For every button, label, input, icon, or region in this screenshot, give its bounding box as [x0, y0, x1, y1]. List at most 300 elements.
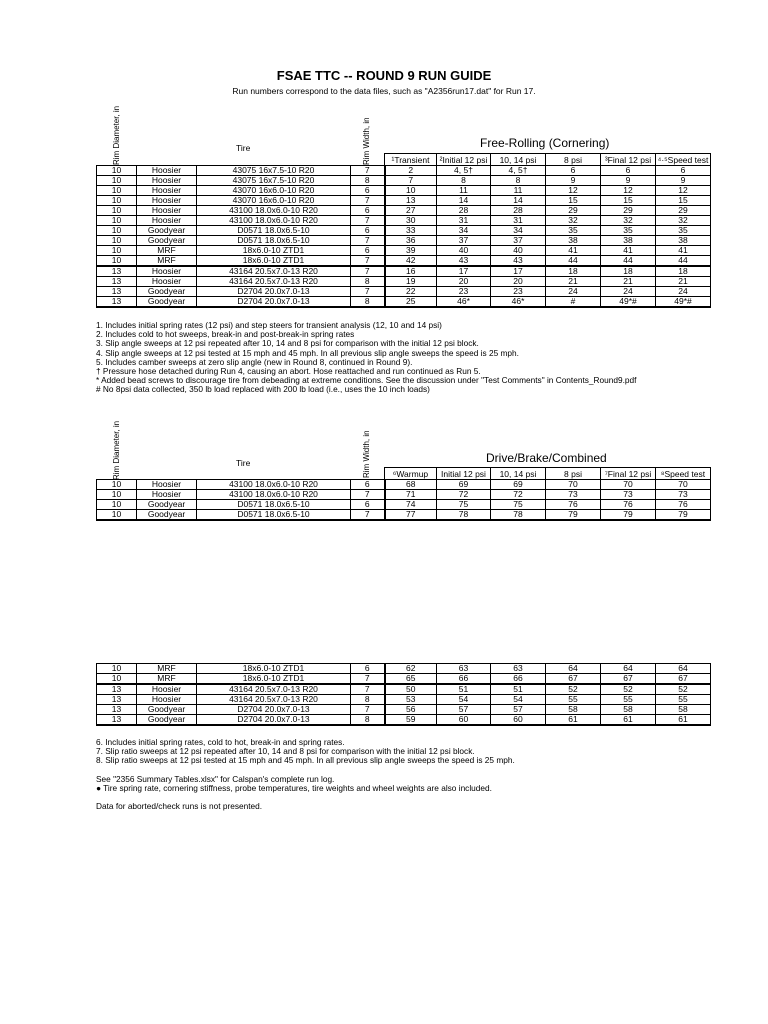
table-cell: 18 [601, 266, 656, 277]
table-cell: 27 [385, 206, 437, 216]
table-row [97, 287, 711, 297]
table-row [97, 196, 711, 206]
table-cell: 10 [385, 186, 437, 196]
table-cell: 61 [546, 715, 601, 726]
table-row [97, 246, 711, 256]
table-cell: 24 [601, 287, 656, 297]
table-cell: 6 [351, 500, 385, 510]
table-cell: 24 [546, 287, 601, 297]
table-cell: 7 [351, 705, 385, 715]
free-rolling-notes [96, 321, 636, 395]
table-cell: 35 [601, 226, 656, 236]
table-cell: 61 [601, 715, 656, 726]
table-cell: 13 [97, 287, 137, 297]
table-cell: Hoosier [137, 216, 197, 226]
table-cell: 63 [491, 664, 546, 674]
table-cell: Hoosier [137, 684, 197, 695]
table-cell: 43100 18.0x6.0-10 R20 [197, 206, 351, 216]
table-cell: 59 [385, 715, 437, 726]
table-cell: 79 [546, 510, 601, 521]
table-cell: 14 [437, 196, 491, 206]
table-cell: 29 [601, 206, 656, 216]
table-cell: Hoosier [137, 277, 197, 287]
page-title: FSAE TTC -- ROUND 9 RUN GUIDE [276, 68, 492, 83]
table-row [97, 715, 711, 726]
table-cell: 78 [491, 510, 546, 521]
tire-label-2: Tire [236, 458, 251, 468]
table-row [97, 695, 711, 705]
col-8psi: 8 psi [546, 154, 601, 166]
table-cell: 57 [491, 705, 546, 715]
table-cell: D2704 20.0x7.0-13 [197, 297, 351, 308]
table-cell: D0571 18.0x6.5-10 [197, 226, 351, 236]
table-cell: Goodyear [137, 510, 197, 521]
table-cell: 18 [546, 266, 601, 277]
table-cell: 13 [97, 695, 137, 705]
col-initial-12psi: ²Initial 12 psi [437, 154, 491, 166]
table-cell: 61 [656, 715, 711, 726]
table-cell: 72 [437, 490, 491, 500]
table-cell: Hoosier [137, 266, 197, 277]
table-cell: 43070 16x6.0-10 R20 [197, 196, 351, 206]
table-cell: 67 [601, 674, 656, 685]
rim-diameter-label: Rim Diameter, in [112, 105, 121, 165]
table-cell: 29 [546, 206, 601, 216]
table-cell: 28 [491, 206, 546, 216]
table-cell: 23 [437, 287, 491, 297]
table-cell: Goodyear [137, 287, 197, 297]
table-cell: 39 [385, 246, 437, 256]
table-cell: D2704 20.0x7.0-13 [197, 705, 351, 715]
table-cell: 15 [546, 196, 601, 206]
table-cell: 18x6.0-10 ZTD1 [197, 664, 351, 674]
table-cell: 32 [656, 216, 711, 226]
table-cell: 13 [97, 277, 137, 287]
table-cell: 75 [491, 500, 546, 510]
table-cell: 16 [385, 266, 437, 277]
table-cell: 30 [385, 216, 437, 226]
table-row [97, 490, 711, 500]
table-row [97, 176, 711, 186]
table-cell: 21 [601, 277, 656, 287]
table-cell: 8 [491, 176, 546, 186]
table-cell: Goodyear [137, 705, 197, 715]
table-row [97, 266, 711, 277]
table-cell: Hoosier [137, 166, 197, 176]
table-row [97, 480, 711, 490]
table-cell: 29 [656, 206, 711, 216]
table-cell: 13 [97, 705, 137, 715]
table-cell: 18x6.0-10 ZTD1 [197, 256, 351, 267]
table-cell: 70 [601, 480, 656, 490]
table-cell: 79 [656, 510, 711, 521]
table-cell: 43 [437, 256, 491, 267]
table-cell: 7 [351, 510, 385, 521]
table-cell: 52 [601, 684, 656, 695]
table-cell: 31 [491, 216, 546, 226]
col-final-12psi-2: ⁷Final 12 psi [601, 468, 656, 480]
table-cell: 10 [97, 664, 137, 674]
table-row [97, 500, 711, 510]
table-row [97, 684, 711, 695]
table-cell: 58 [546, 705, 601, 715]
table-cell: 32 [601, 216, 656, 226]
table-cell: 37 [437, 236, 491, 246]
table-cell: 7 [351, 287, 385, 297]
table-row [97, 166, 711, 176]
table-cell: 10 [97, 674, 137, 685]
table-cell: 4, 5† [491, 166, 546, 176]
table-cell: 52 [656, 684, 711, 695]
table-cell: 43100 18.0x6.0-10 R20 [197, 480, 351, 490]
table-row [97, 186, 711, 196]
table-cell: 6 [351, 226, 385, 236]
table-cell: 73 [656, 490, 711, 500]
table-cell: 44 [546, 256, 601, 267]
table-cell: 43075 16x7.5-10 R20 [197, 176, 351, 186]
table-cell: 9 [546, 176, 601, 186]
table-cell: Hoosier [137, 186, 197, 196]
table-row [97, 674, 711, 685]
table-cell: 64 [656, 664, 711, 674]
table-cell: 50 [385, 684, 437, 695]
table-cell: 37 [491, 236, 546, 246]
table-cell: 6 [351, 480, 385, 490]
table-cell: 7 [351, 684, 385, 695]
table-cell: 41 [656, 246, 711, 256]
rim-width-label-2: Rim Width, in [362, 430, 371, 478]
table-cell: 20 [491, 277, 546, 287]
table-cell: 7 [385, 176, 437, 186]
table-cell: 73 [546, 490, 601, 500]
table-cell: 76 [601, 500, 656, 510]
table-cell: 25 [385, 297, 437, 308]
table-cell: 53 [385, 695, 437, 705]
table-cell: 58 [601, 705, 656, 715]
table-row [97, 206, 711, 216]
table-cell: 40 [437, 246, 491, 256]
table-cell: 58 [656, 705, 711, 715]
table-cell: 77 [385, 510, 437, 521]
table-cell: 44 [601, 256, 656, 267]
table-cell: MRF [137, 246, 197, 256]
table-cell: 72 [491, 490, 546, 500]
table-cell: 46* [491, 297, 546, 308]
table-cell: 68 [385, 480, 437, 490]
col-transient: ¹Transient [385, 154, 437, 166]
table-cell: 43164 20.5x7.0-13 R20 [197, 266, 351, 277]
table-cell: 35 [546, 226, 601, 236]
table-cell: 67 [656, 674, 711, 685]
table-cell: Hoosier [137, 196, 197, 206]
table-cell: Goodyear [137, 226, 197, 236]
table-cell: 8 [437, 176, 491, 186]
table-cell: 52 [546, 684, 601, 695]
note-line: † Pressure hose detached during Run 4, causing an abort. Hose reattached and run continued as Run 5. [96, 366, 481, 377]
table-cell: 7 [351, 674, 385, 685]
table-cell: 38 [546, 236, 601, 246]
note-line: See "2356 Summary Tables.xlsx" for Calspan's complete run log. [96, 773, 335, 784]
table-cell: D2704 20.0x7.0-13 [197, 287, 351, 297]
note-line: 2. Includes cold to hot sweeps, break-in and post-break-in spring rates [96, 329, 355, 340]
table-cell: D0571 18.0x6.5-10 [197, 500, 351, 510]
table-cell: MRF [137, 664, 197, 674]
table-cell: 44 [656, 256, 711, 267]
table-cell: D0571 18.0x6.5-10 [197, 510, 351, 521]
table-row [97, 256, 711, 267]
table-cell: 13 [97, 297, 137, 308]
table-cell: 18x6.0-10 ZTD1 [197, 246, 351, 256]
drive-brake-notes [96, 738, 515, 812]
table-cell: 10 [97, 196, 137, 206]
table-cell: 22 [385, 287, 437, 297]
note-line: ● Tire spring rate, cornering stiffness, probe temperatures, tire weights and wheel weights are also included. [96, 783, 492, 793]
note-line: 5. Includes camber sweeps at zero slip angle (new in Round 8, continued in Round 9). [96, 356, 413, 367]
table-cell: 33 [385, 226, 437, 236]
table-cell: 76 [546, 500, 601, 510]
table-cell: Hoosier [137, 480, 197, 490]
table-row [97, 705, 711, 715]
table-cell: 19 [385, 277, 437, 287]
table-cell: 73 [601, 490, 656, 500]
table-cell: 20 [437, 277, 491, 287]
table-cell: 43075 16x7.5-10 R20 [197, 166, 351, 176]
table-cell: 74 [385, 500, 437, 510]
table-cell: 13 [97, 715, 137, 726]
free-rolling-title: Free-Rolling (Cornering) [480, 136, 610, 150]
table-cell: 7 [351, 196, 385, 206]
table-cell: 71 [385, 490, 437, 500]
note-line: Data for aborted/check runs is not presented. [96, 801, 263, 812]
table-cell: 6 [546, 166, 601, 176]
table-cell: 10 [97, 236, 137, 246]
table-cell: 31 [437, 216, 491, 226]
table-cell: D0571 18.0x6.5-10 [197, 236, 351, 246]
note-line: 7. Slip ratio sweeps at 12 psi repeated after 10, 14 and 8 psi for comparison with the initial 12 psi block. [96, 746, 475, 757]
table-cell: 13 [385, 196, 437, 206]
table-cell: 6 [601, 166, 656, 176]
table-cell: 65 [385, 674, 437, 685]
col-warmup: ⁶Warmup [385, 468, 437, 480]
table-cell: Goodyear [137, 715, 197, 726]
note-line: 6. Includes initial spring rates, cold to hot, break-in and spring rates. [96, 737, 345, 747]
table-cell: 38 [656, 236, 711, 246]
table-cell: 8 [351, 297, 385, 308]
col-10-14psi: 10, 14 psi [491, 154, 546, 166]
col-8psi-2: 8 psi [546, 468, 601, 480]
table-cell: 43164 20.5x7.0-13 R20 [197, 277, 351, 287]
note-line: 1. Includes initial spring rates (12 psi) and step steers for transient analysis (12, 10 and 14 psi) [96, 320, 442, 330]
table-row [97, 277, 711, 287]
table-cell: Goodyear [137, 297, 197, 308]
table-cell: 69 [437, 480, 491, 490]
table-cell: 10 [97, 500, 137, 510]
table-cell: 11 [491, 186, 546, 196]
table-cell: 55 [601, 695, 656, 705]
table-cell: 40 [491, 246, 546, 256]
table-cell: 8 [351, 715, 385, 726]
table-cell: 60 [437, 715, 491, 726]
table-cell: 38 [601, 236, 656, 246]
table-cell: 13 [97, 684, 137, 695]
table-cell: 51 [437, 684, 491, 695]
table-cell: 67 [546, 674, 601, 685]
table-cell: 17 [491, 266, 546, 277]
page-subtitle: Run numbers correspond to the data files, such as "A2356run17.dat" for Run 17. [232, 86, 536, 96]
table-cell: 10 [97, 490, 137, 500]
table-cell: 51 [491, 684, 546, 695]
table-cell: 69 [491, 480, 546, 490]
drive-brake-table-top [96, 479, 711, 521]
table-cell: 2 [385, 166, 437, 176]
table-cell: 18 [656, 266, 711, 277]
table-cell: 60 [491, 715, 546, 726]
table-cell: 10 [97, 246, 137, 256]
table-cell: 35 [656, 226, 711, 236]
table-cell: 79 [601, 510, 656, 521]
table-cell: 6 [351, 664, 385, 674]
col-initial-12psi-2: Initial 12 psi [437, 468, 491, 480]
table-row [97, 297, 711, 308]
table-cell: 34 [491, 226, 546, 236]
table-cell: 66 [437, 674, 491, 685]
table-cell: 4, 5† [437, 166, 491, 176]
table-cell: 32 [546, 216, 601, 226]
table-cell: 46* [437, 297, 491, 308]
table-cell: 13 [97, 266, 137, 277]
table-cell: 41 [601, 246, 656, 256]
table-cell: 8 [351, 176, 385, 186]
table-cell: D2704 20.0x7.0-13 [197, 715, 351, 726]
table-cell: 10 [97, 216, 137, 226]
table-cell: 7 [351, 166, 385, 176]
table-cell: 49*# [656, 297, 711, 308]
table-cell: 6 [351, 246, 385, 256]
table-row [97, 664, 711, 674]
table-cell: 17 [437, 266, 491, 277]
table-cell: 8 [351, 277, 385, 287]
table-cell: 43164 20.5x7.0-13 R20 [197, 695, 351, 705]
table-cell: 34 [437, 226, 491, 236]
table-cell: 64 [546, 664, 601, 674]
table-row [97, 226, 711, 236]
table-row [97, 236, 711, 246]
note-line: 3. Slip angle sweeps at 12 psi repeated after 10, 14 and 8 psi for comparison with the initial 12 psi block. [96, 338, 479, 349]
table-cell: 21 [546, 277, 601, 287]
table-cell: 41 [546, 246, 601, 256]
table-cell: 28 [437, 206, 491, 216]
table-cell: 70 [546, 480, 601, 490]
col-10-14psi-2: 10, 14 psi [491, 468, 546, 480]
note-line: * Added bead screws to discourage tire from debeading at extreme conditions. See the discussion under "Test Comments" in Contents_Round9.pdf [96, 375, 637, 386]
note-line: 4. Slip angle sweeps at 12 psi tested at 15 mph and 45 mph. In all previous slip angle sweeps the speed is 25 mph. [96, 347, 519, 358]
table-cell: 62 [385, 664, 437, 674]
table-cell: 9 [656, 176, 711, 186]
table-cell: 63 [437, 664, 491, 674]
table-cell: 7 [351, 490, 385, 500]
tire-label: Tire [236, 143, 251, 153]
col-speed-test-2: ⁸Speed test [656, 468, 711, 480]
table-cell: 6 [351, 206, 385, 216]
table-cell: 7 [351, 266, 385, 277]
table-cell: Hoosier [137, 206, 197, 216]
note-line: # No 8psi data collected, 350 lb load replaced with 200 lb load (i.e., uses the 10 inch loads) [96, 384, 430, 395]
table-cell: 12 [546, 186, 601, 196]
table-cell: 36 [385, 236, 437, 246]
table-cell: 55 [656, 695, 711, 705]
table-cell: # [546, 297, 601, 308]
table-row [97, 216, 711, 226]
table-cell: 24 [656, 287, 711, 297]
table-cell: 12 [601, 186, 656, 196]
table-cell: 57 [437, 705, 491, 715]
table-cell: 23 [491, 287, 546, 297]
table-cell: 9 [601, 176, 656, 186]
table-cell: MRF [137, 256, 197, 267]
rim-diameter-label-2: Rim Diameter, in [112, 420, 121, 480]
table-cell: Hoosier [137, 695, 197, 705]
table-cell: 7 [351, 236, 385, 246]
table-cell: Goodyear [137, 500, 197, 510]
drive-brake-table-bottom [96, 663, 711, 726]
table-cell: 76 [656, 500, 711, 510]
table-cell: 10 [97, 166, 137, 176]
table-cell: 21 [656, 277, 711, 287]
table-cell: 6 [656, 166, 711, 176]
table-cell: Hoosier [137, 176, 197, 186]
table-cell: 43100 18.0x6.0-10 R20 [197, 490, 351, 500]
table-cell: MRF [137, 674, 197, 685]
table-cell: 8 [351, 695, 385, 705]
table-cell: 10 [97, 186, 137, 196]
table-cell: 42 [385, 256, 437, 267]
table-cell: 12 [656, 186, 711, 196]
table-cell: 78 [437, 510, 491, 521]
table-cell: 55 [546, 695, 601, 705]
table-cell: 14 [491, 196, 546, 206]
drive-brake-title: Drive/Brake/Combined [486, 451, 607, 465]
table-cell: 75 [437, 500, 491, 510]
table-cell: 49*# [601, 297, 656, 308]
table-cell: 43 [491, 256, 546, 267]
table-cell: 10 [97, 510, 137, 521]
table-cell: 15 [601, 196, 656, 206]
free-rolling-table [96, 165, 711, 308]
table-cell: 64 [601, 664, 656, 674]
table-cell: 43100 18.0x6.0-10 R20 [197, 216, 351, 226]
table-cell: 11 [437, 186, 491, 196]
table-cell: 15 [656, 196, 711, 206]
table-cell: 54 [491, 695, 546, 705]
table-row [97, 510, 711, 521]
table-cell: 43164 20.5x7.0-13 R20 [197, 684, 351, 695]
col-speed-test: ⁴·⁵Speed test [656, 154, 711, 166]
table-cell: 18x6.0-10 ZTD1 [197, 674, 351, 685]
table-cell: 10 [97, 226, 137, 236]
rim-width-label: Rim Width, in [362, 117, 371, 165]
table-cell: 10 [97, 256, 137, 267]
table-cell: 54 [437, 695, 491, 705]
table-cell: 10 [97, 206, 137, 216]
table-cell: 7 [351, 216, 385, 226]
table-cell: 10 [97, 480, 137, 490]
table-cell: 7 [351, 256, 385, 267]
table-cell: Goodyear [137, 236, 197, 246]
table-cell: 56 [385, 705, 437, 715]
note-line: 8. Slip ratio sweeps at 12 psi tested at 15 mph and 45 mph. In all previous slip angle sweeps the speed is 25 mph. [96, 755, 515, 766]
table-cell: 43070 16x6.0-10 R20 [197, 186, 351, 196]
col-final-12psi: ³Final 12 psi [601, 154, 656, 166]
